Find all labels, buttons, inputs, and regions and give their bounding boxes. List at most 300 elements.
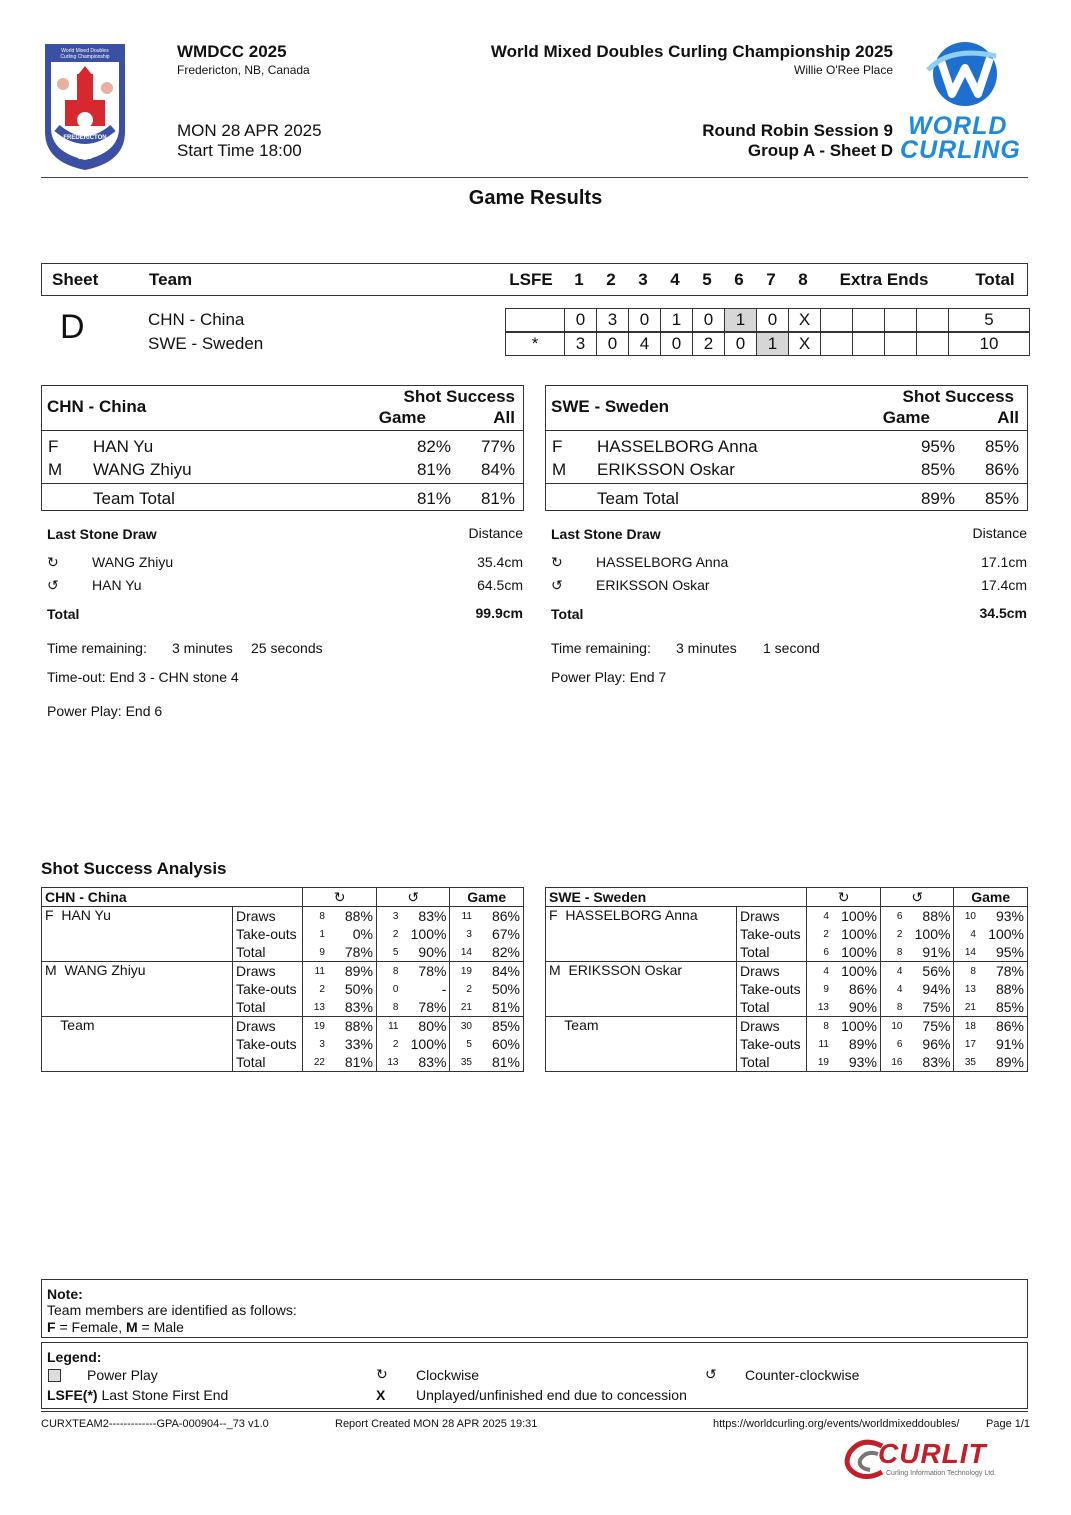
analysis-pct: 86% xyxy=(476,907,524,926)
player-gender: F xyxy=(48,437,59,456)
divider xyxy=(42,483,523,484)
analysis-shot-type: Draws xyxy=(232,907,302,926)
analysis-shot-type: Draws xyxy=(736,1017,806,1036)
legend-x-val: Unplayed/unfinished end due to concession xyxy=(416,1387,687,1403)
col-end-6: 6 xyxy=(734,269,744,289)
game-note: Power Play: End 7 xyxy=(551,669,667,685)
lsd-title: Last Stone Draw xyxy=(47,526,157,542)
player-name: ERIKSSON Oskar xyxy=(597,460,735,479)
analysis-shot-type: Take-outs xyxy=(736,980,806,998)
legend-power-play: Power Play xyxy=(87,1367,158,1383)
legend-title: Legend: xyxy=(47,1349,102,1365)
col-team: Team xyxy=(149,269,193,289)
end-cell: 0 xyxy=(692,308,724,332)
analysis-pct: 89% xyxy=(833,1035,880,1053)
analysis-count: 1 xyxy=(303,925,329,943)
time-remaining-label: Time remaining: xyxy=(47,640,147,656)
analysis-pct: 95% xyxy=(980,943,1028,962)
analysis-pct: 100% xyxy=(833,925,880,943)
col-sheet: Sheet xyxy=(52,269,99,289)
analysis-pct: 86% xyxy=(980,1017,1028,1036)
lsfe-cell xyxy=(505,308,564,332)
end-cell: 2 xyxy=(692,332,724,356)
legend-counter-clockwise: Counter-clockwise xyxy=(745,1367,860,1383)
player-gender: F xyxy=(552,437,563,456)
player-game-pct: 95% xyxy=(920,437,955,456)
player-game-pct: 82% xyxy=(416,437,451,456)
analysis-count: 6 xyxy=(807,943,833,962)
analysis-shot-type: Total xyxy=(232,943,302,962)
analysis-count: 35 xyxy=(954,1053,980,1072)
lsd-total: 99.9cm xyxy=(475,605,523,621)
team-box-swe xyxy=(545,385,1028,511)
analysis-count: 2 xyxy=(807,925,833,943)
analysis-pct: 88% xyxy=(329,1017,376,1036)
page-title: Game Results xyxy=(468,187,603,209)
team-total-game: 81% xyxy=(416,489,451,508)
analysis-pct: 78% xyxy=(402,998,449,1017)
analysis-pct: 100% xyxy=(833,1017,880,1036)
analysis-shot-type: Take-outs xyxy=(736,1035,806,1053)
analysis-count: 18 xyxy=(954,1017,980,1036)
col-end-2: 2 xyxy=(606,269,616,289)
analysis-count: 4 xyxy=(880,980,906,998)
analysis-pct: 33% xyxy=(329,1035,376,1053)
analysis-count: 8 xyxy=(880,998,906,1017)
end-cell: 1 xyxy=(660,308,692,332)
legend-box xyxy=(41,1342,1028,1409)
scoreboard-header xyxy=(41,263,1028,296)
analysis-pct: 85% xyxy=(476,1017,524,1036)
analysis-pct: 85% xyxy=(980,998,1028,1017)
col-end-3: 3 xyxy=(638,269,648,289)
analysis-count: 10 xyxy=(880,1017,906,1036)
analysis-pct: 50% xyxy=(329,980,376,998)
analysis-count: 4 xyxy=(880,962,906,981)
analysis-pct: 100% xyxy=(833,907,880,926)
legend-lsfe-key: LSFE(*) xyxy=(47,1387,98,1403)
player-game-pct: 81% xyxy=(416,460,451,479)
team-total-label: Team Total xyxy=(597,489,679,508)
analysis-count: 4 xyxy=(807,907,833,926)
analysis-pct: - xyxy=(402,980,449,998)
analysis-count: 3 xyxy=(450,925,476,943)
time-remaining-minutes: 3 minutes xyxy=(172,640,233,656)
analysis-pct: 78% xyxy=(329,943,376,962)
col-end-5: 5 xyxy=(702,269,712,289)
note-m-key: M xyxy=(125,1319,138,1335)
player-all-pct: 84% xyxy=(480,460,515,479)
analysis-pct: 93% xyxy=(980,907,1028,926)
analysis-pct: 100% xyxy=(906,925,953,943)
analysis-pct: 91% xyxy=(980,1035,1028,1053)
lsd-distance-label: Distance xyxy=(972,525,1027,541)
team-total-all: 81% xyxy=(480,489,515,508)
session: Round Robin Session 9 xyxy=(702,121,893,140)
analysis-row xyxy=(42,1017,524,1036)
col-game: Game xyxy=(882,408,930,427)
footer-code: CURXTEAM2-------------GPA-000904--_73 v1.0 xyxy=(41,1418,269,1430)
world-curling-logo xyxy=(900,40,1030,165)
lsd-distance-label: Distance xyxy=(468,525,523,541)
end-cell: 0 xyxy=(660,332,692,356)
col-end-1: 1 xyxy=(574,269,584,289)
analysis-count: 22 xyxy=(303,1053,329,1072)
lsd-distance: 64.5cm xyxy=(477,577,523,593)
col-game: Game xyxy=(378,408,426,427)
analysis-pct: 50% xyxy=(476,980,524,998)
legend-x-key: X xyxy=(376,1387,386,1403)
analysis-pct: 90% xyxy=(833,998,880,1017)
analysis-count: 0 xyxy=(376,980,402,998)
analysis-header-row xyxy=(546,888,1028,907)
time-remaining-seconds: 25 seconds xyxy=(251,640,323,656)
end-cell: 0 xyxy=(756,308,788,332)
game-note: Power Play: End 6 xyxy=(47,703,163,719)
analysis-pct: 89% xyxy=(980,1053,1028,1072)
footer-report-created: Report Created MON 28 APR 2025 19:31 xyxy=(335,1418,538,1430)
analysis-count: 8 xyxy=(303,907,329,926)
legend-lsfe xyxy=(47,1387,228,1403)
team-name: CHN - China xyxy=(47,397,147,416)
analysis-pct: 81% xyxy=(329,1053,376,1072)
score-team-1: CHN - China xyxy=(148,310,245,329)
analysis-pct: 84% xyxy=(476,962,524,981)
analysis-count: 10 xyxy=(954,907,980,926)
player-gender: M xyxy=(48,460,63,479)
footer-url[interactable]: https://worldcurling.org/events/worldmixeddoubles/ xyxy=(713,1418,960,1430)
analysis-pct: 93% xyxy=(833,1053,880,1072)
analysis-count: 19 xyxy=(450,962,476,981)
analysis-pct: 88% xyxy=(906,907,953,926)
analysis-pct: 100% xyxy=(833,962,880,981)
col-end-8: 8 xyxy=(798,269,808,289)
time-remaining-minutes: 3 minutes xyxy=(676,640,737,656)
analysis-pct: 60% xyxy=(476,1035,524,1053)
analysis-count: 6 xyxy=(880,1035,906,1053)
analysis-count: 11 xyxy=(807,1035,833,1053)
analysis-table-chn xyxy=(41,887,524,1072)
time-remaining-label: Time remaining: xyxy=(551,640,651,656)
counter-clockwise-icon: ↺ xyxy=(551,577,563,593)
extra-cell xyxy=(916,308,948,332)
analysis-shot-type: Total xyxy=(232,998,302,1017)
analysis-count: 3 xyxy=(303,1035,329,1053)
col-all: All xyxy=(493,408,515,427)
analysis-shot-type: Draws xyxy=(736,907,806,926)
analysis-title: Shot Success Analysis xyxy=(41,859,227,878)
analysis-count: 16 xyxy=(880,1053,906,1072)
analysis-count: 13 xyxy=(954,980,980,998)
note-f-val: = Female, xyxy=(55,1319,126,1335)
lsd-total: 34.5cm xyxy=(979,605,1027,621)
player-all-pct: 77% xyxy=(480,437,515,456)
lsd-player: ERIKSSON Oskar xyxy=(596,577,710,593)
extra-cell xyxy=(884,308,916,332)
analysis-pct: 81% xyxy=(476,1053,524,1072)
analysis-player: Team xyxy=(546,1017,737,1072)
analysis-pct: 83% xyxy=(329,998,376,1017)
analysis-count: 30 xyxy=(450,1017,476,1036)
analysis-pct: 83% xyxy=(906,1053,953,1072)
note-title: Note: xyxy=(47,1286,83,1302)
start-time: Start Time 18:00 xyxy=(177,141,302,160)
analysis-count: 9 xyxy=(807,980,833,998)
player-game-pct: 85% xyxy=(920,460,955,479)
analysis-count: 14 xyxy=(954,943,980,962)
analysis-count: 2 xyxy=(450,980,476,998)
curlit-logo xyxy=(842,1438,1028,1482)
analysis-count: 9 xyxy=(303,943,329,962)
analysis-count: 4 xyxy=(807,962,833,981)
analysis-pct: 88% xyxy=(329,907,376,926)
score-row-2 xyxy=(505,332,1030,356)
col-all: All xyxy=(997,408,1019,427)
analysis-team-name: SWE - Sweden xyxy=(546,888,807,907)
lsd-distance: 17.1cm xyxy=(981,554,1027,570)
analysis-shot-type: Take-outs xyxy=(232,925,302,943)
analysis-count: 2 xyxy=(376,925,402,943)
lsd-distance: 17.4cm xyxy=(981,577,1027,593)
player-name: WANG Zhiyu xyxy=(93,460,192,479)
end-cell: 3 xyxy=(564,332,596,356)
analysis-player: F HAN Yu xyxy=(42,907,233,962)
game-note: Time-out: End 3 - CHN stone 4 xyxy=(47,669,239,685)
clockwise-icon: ↻ xyxy=(551,554,563,570)
analysis-pct: 80% xyxy=(402,1017,449,1036)
player-name: HAN Yu xyxy=(93,437,154,456)
analysis-pct: 67% xyxy=(476,925,524,943)
analysis-row xyxy=(546,962,1028,981)
analysis-pct: 81% xyxy=(476,998,524,1017)
extra-cell xyxy=(820,308,852,332)
counter-clockwise-icon: ↺ xyxy=(705,1366,717,1382)
analysis-shot-type: Take-outs xyxy=(232,980,302,998)
analysis-pct: 100% xyxy=(833,943,880,962)
team-name: SWE - Sweden xyxy=(551,397,670,416)
logo-curling: CURLING xyxy=(900,136,1021,164)
clockwise-icon: ↻ xyxy=(376,1366,388,1382)
analysis-shot-type: Total xyxy=(736,998,806,1017)
counter-clockwise-icon: ↺ xyxy=(880,888,954,907)
team-total-label: Team Total xyxy=(93,489,175,508)
analysis-shot-type: Total xyxy=(736,943,806,962)
extra-cell xyxy=(852,308,884,332)
analysis-col-game: Game xyxy=(450,888,524,907)
analysis-count: 11 xyxy=(376,1017,402,1036)
col-lsfe: LSFE xyxy=(509,269,553,289)
player-gender: M xyxy=(552,460,567,479)
divider xyxy=(546,483,1027,484)
analysis-pct: 56% xyxy=(906,962,953,981)
legend-lsfe-val: Last Stone First End xyxy=(97,1387,229,1403)
analysis-shot-type: Take-outs xyxy=(736,925,806,943)
curlit-tagline: Curling Information Technology Ltd. xyxy=(886,1470,996,1477)
note-box xyxy=(41,1279,1028,1338)
col-extra-ends: Extra Ends xyxy=(839,269,929,289)
analysis-count: 8 xyxy=(376,962,402,981)
analysis-pct: 100% xyxy=(402,925,449,943)
analysis-count: 8 xyxy=(376,998,402,1017)
shot-success-label: Shot Success xyxy=(902,387,1014,406)
logo-text-line2: Curling Championship xyxy=(60,54,110,60)
counter-clockwise-icon: ↺ xyxy=(376,888,450,907)
end-cell: 0 xyxy=(724,332,756,356)
analysis-pct: 75% xyxy=(906,998,953,1017)
logo-world: WORLD xyxy=(908,112,1008,140)
logo-text-line1: World Mixed Doubles xyxy=(61,48,109,54)
note-m-val: = Male xyxy=(137,1319,184,1335)
note-line: Team members are identified as follows: xyxy=(47,1302,297,1318)
shot-success-label: Shot Success xyxy=(403,387,515,406)
analysis-count: 6 xyxy=(880,907,906,926)
analysis-count: 17 xyxy=(954,1035,980,1053)
group-sheet: Group A - Sheet D xyxy=(747,141,893,160)
analysis-count: 14 xyxy=(450,943,476,962)
event-code: WMDCC 2025 xyxy=(177,42,287,61)
analysis-header-row xyxy=(42,888,524,907)
note-f-key: F xyxy=(47,1319,56,1335)
analysis-count: 35 xyxy=(450,1053,476,1072)
lsd-player: HAN Yu xyxy=(92,577,142,593)
analysis-count: 2 xyxy=(303,980,329,998)
analysis-count: 11 xyxy=(303,962,329,981)
legend-clockwise: Clockwise xyxy=(416,1367,480,1383)
lsd-total-label: Total xyxy=(551,606,584,622)
end-cell-hammer: 1 xyxy=(756,332,788,356)
event-location: Fredericton, NB, Canada xyxy=(177,63,310,77)
analysis-count: 13 xyxy=(376,1053,402,1072)
event-name: World Mixed Doubles Curling Championship 2025 xyxy=(490,42,893,61)
analysis-pct: 78% xyxy=(402,962,449,981)
analysis-pct: 96% xyxy=(906,1035,953,1053)
analysis-shot-type: Take-outs xyxy=(232,1035,302,1053)
analysis-count: 5 xyxy=(376,943,402,962)
player-name: HASSELBORG Anna xyxy=(597,437,758,456)
event-logo xyxy=(41,40,129,170)
end-cell: 4 xyxy=(628,332,660,356)
analysis-count: 21 xyxy=(450,998,476,1017)
clockwise-icon: ↻ xyxy=(807,888,881,907)
analysis-count: 3 xyxy=(376,907,402,926)
analysis-count: 11 xyxy=(450,907,476,926)
extra-cell xyxy=(916,332,948,356)
player-all-pct: 85% xyxy=(984,437,1019,456)
analysis-col-game: Game xyxy=(954,888,1028,907)
lsd-title: Last Stone Draw xyxy=(551,526,661,542)
analysis-pct: 78% xyxy=(980,962,1028,981)
analysis-shot-type: Draws xyxy=(736,962,806,981)
score-row-1 xyxy=(505,308,1030,332)
analysis-row xyxy=(42,907,524,926)
analysis-pct: 90% xyxy=(402,943,449,962)
analysis-count: 13 xyxy=(807,998,833,1017)
clockwise-icon: ↻ xyxy=(303,888,377,907)
logo-text-city: FREDERICTON xyxy=(63,135,107,141)
logo-text-year: 2025 xyxy=(78,155,92,161)
lsd-player: WANG Zhiyu xyxy=(92,554,174,570)
analysis-player: M WANG Zhiyu xyxy=(42,962,233,1017)
analysis-player: F HASSELBORG Anna xyxy=(546,907,737,962)
analysis-shot-type: Total xyxy=(232,1053,302,1072)
analysis-table xyxy=(545,887,1028,1072)
footer-divider xyxy=(41,1411,1028,1412)
analysis-pct: 89% xyxy=(329,962,376,981)
score-team-2: SWE - Sweden xyxy=(148,334,264,353)
end-cell: X xyxy=(788,332,820,356)
counter-clockwise-icon: ↺ xyxy=(47,577,59,593)
analysis-table xyxy=(41,887,524,1072)
analysis-pct: 94% xyxy=(906,980,953,998)
clockwise-icon: ↻ xyxy=(47,554,59,570)
extra-cell xyxy=(884,332,916,356)
analysis-row xyxy=(546,1017,1028,1036)
analysis-table-swe xyxy=(545,887,1028,1072)
analysis-pct: 100% xyxy=(402,1035,449,1053)
footer-page: Page 1/1 xyxy=(986,1418,1031,1430)
lsd-player: HASSELBORG Anna xyxy=(596,554,729,570)
divider xyxy=(546,430,1027,431)
lsfe-cell: * xyxy=(505,332,564,356)
end-cell: 3 xyxy=(596,308,628,332)
analysis-shot-type: Draws xyxy=(232,1017,302,1036)
analysis-count: 5 xyxy=(450,1035,476,1053)
col-total: Total xyxy=(975,269,1015,289)
analysis-row xyxy=(42,962,524,981)
analysis-pct: 75% xyxy=(906,1017,953,1036)
extra-cell xyxy=(820,332,852,356)
player-all-pct: 86% xyxy=(984,460,1019,479)
analysis-count: 13 xyxy=(303,998,329,1017)
event-date: MON 28 APR 2025 xyxy=(177,121,322,140)
end-cell: X xyxy=(788,308,820,332)
extra-cell xyxy=(852,332,884,356)
analysis-count: 2 xyxy=(880,925,906,943)
analysis-player: Team xyxy=(42,1017,233,1072)
analysis-count: 8 xyxy=(954,962,980,981)
end-cell: 0 xyxy=(628,308,660,332)
sheet-letter: D xyxy=(60,308,85,346)
analysis-pct: 86% xyxy=(833,980,880,998)
header-divider xyxy=(41,177,1028,178)
curlit-wordmark: CURLIT xyxy=(878,1438,987,1469)
end-cell: 0 xyxy=(564,308,596,332)
analysis-shot-type: Total xyxy=(736,1053,806,1072)
total-cell: 10 xyxy=(948,332,1030,356)
team-box-chn xyxy=(41,385,524,511)
analysis-count: 21 xyxy=(954,998,980,1017)
lsd-total-label: Total xyxy=(47,606,80,622)
total-cell: 5 xyxy=(948,308,1030,332)
analysis-count: 4 xyxy=(954,925,980,943)
analysis-pct: 100% xyxy=(980,925,1028,943)
analysis-shot-type: Draws xyxy=(232,962,302,981)
lsd-distance: 35.4cm xyxy=(477,554,523,570)
analysis-player: M ERIKSSON Oskar xyxy=(546,962,737,1017)
analysis-pct: 0% xyxy=(329,925,376,943)
note-gender-key xyxy=(47,1319,184,1335)
analysis-pct: 83% xyxy=(402,907,449,926)
power-play-icon xyxy=(48,1369,61,1382)
analysis-row xyxy=(546,907,1028,926)
team-total-game: 89% xyxy=(920,489,955,508)
col-end-4: 4 xyxy=(670,269,680,289)
venue: Willie O'Ree Place xyxy=(794,63,893,77)
analysis-count: 19 xyxy=(807,1053,833,1072)
analysis-count: 8 xyxy=(880,943,906,962)
analysis-count: 8 xyxy=(807,1017,833,1036)
team-total-all: 85% xyxy=(984,489,1019,508)
